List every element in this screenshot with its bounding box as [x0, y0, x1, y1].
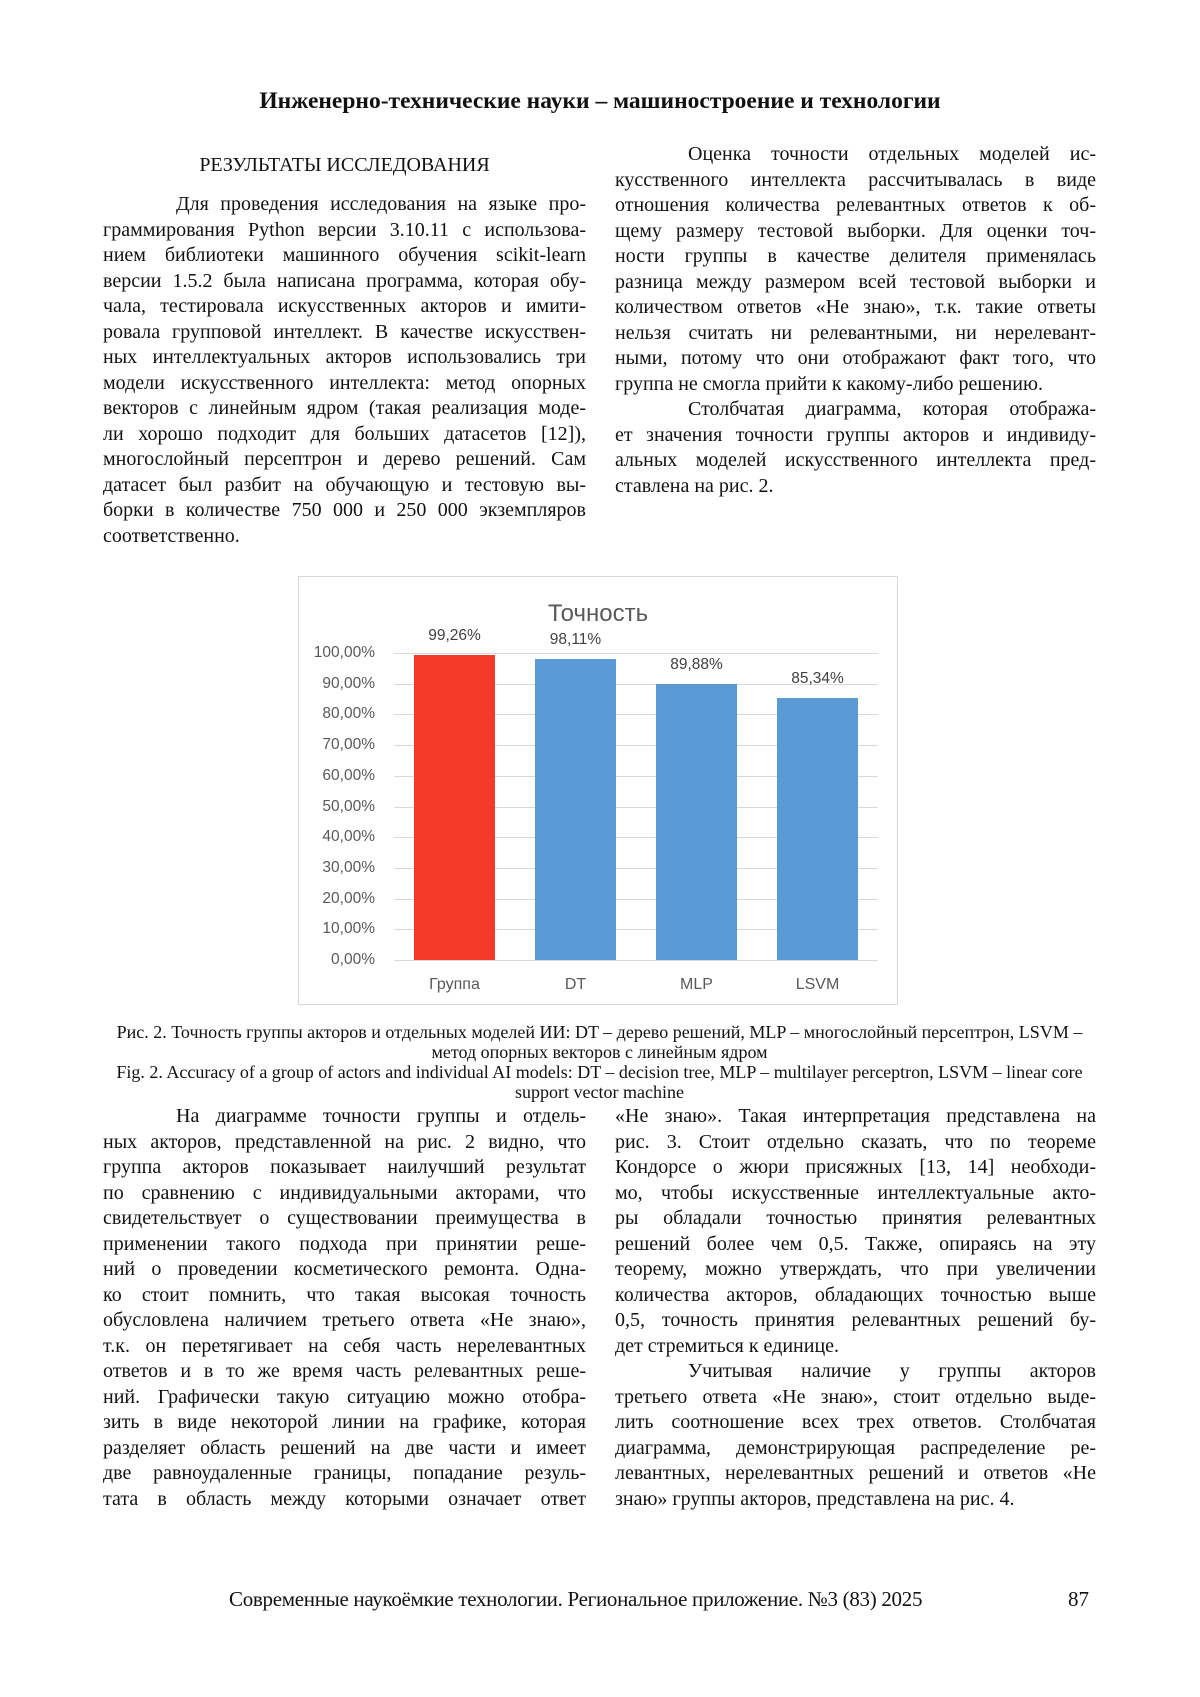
text-line: версии 1.5.2 была написана программа, которая обу- — [103, 269, 586, 292]
gridline — [394, 653, 878, 654]
text-line: Столбчатая диаграмма, которая отобража- — [688, 398, 1096, 420]
bar-mlp — [656, 684, 737, 960]
bar-dt — [535, 659, 616, 960]
y-axis-tick-label: 70,00% — [322, 736, 375, 754]
right-column-top — [615, 142, 1096, 499]
text-line: мо, чтобы искусственные интеллектуальные акто- — [615, 1181, 1096, 1204]
text-line: борки в количестве 750 000 и 250 000 экземпляров — [103, 499, 586, 521]
paragraph — [103, 1104, 586, 1512]
text-line: диаграмма, демонстрирующая распределение ре- — [615, 1436, 1096, 1459]
text-line: ры обладали точностью принятия релевантных — [615, 1207, 1096, 1229]
bar-lsvm — [777, 698, 858, 960]
y-axis-tick-label: 50,00% — [322, 797, 375, 815]
text-line: две равноудаленные границы, попадание резуль- — [103, 1462, 586, 1484]
caption-en-line: support vector machine — [515, 1082, 684, 1102]
y-axis-tick-label: 30,00% — [322, 858, 375, 876]
left-column-bottom — [103, 1104, 586, 1512]
paragraph — [615, 1359, 1096, 1512]
text-line: свидетельствует о существовании преимущества в — [103, 1207, 586, 1229]
figure-caption — [103, 1022, 1096, 1102]
text-line: группа не смогла прийти к какому-либо решению. — [615, 372, 1043, 395]
data-label: 89,88% — [670, 656, 723, 674]
text-line: обусловлена наличием третьего ответа «Не знаю», — [103, 1309, 586, 1331]
data-label: 85,34% — [791, 670, 844, 687]
page-number: 87 — [1068, 1587, 1089, 1611]
y-axis-tick-label: 100,00% — [313, 644, 375, 661]
paragraph — [615, 397, 1096, 499]
gridline — [394, 960, 878, 961]
text-line: количества акторов, обладающих точностью выше — [615, 1283, 1096, 1306]
text-line: щему размеру тестовой выборки. Для оценки точ- — [615, 219, 1096, 242]
text-line: лить соотношение всех трех ответов. Столбчатая — [615, 1411, 1096, 1433]
text-line: ответов и в то же время часть релевантных реше- — [103, 1360, 586, 1382]
right-column-bottom — [615, 1104, 1096, 1512]
text-line: рис. 3. Стоит отдельно сказать, что по теореме — [615, 1130, 1096, 1153]
text-line: нельзя считать ни релевантными, ни нерелевант- — [615, 321, 1096, 344]
text-line: зить в виде некоторой линии на графике, которая — [103, 1411, 586, 1433]
text-line: группа акторов показывает наилучший результат — [103, 1156, 586, 1178]
x-axis-category-label: MLP — [680, 976, 713, 993]
text-line: Учитывая наличие у группы акторов — [688, 1360, 1096, 1382]
text-line: знаю» группы акторов, представлена на рис. 4. — [615, 1487, 1015, 1510]
text-line: альных моделей искусственного интеллекта пред- — [615, 449, 1096, 471]
caption-ru-line: Рис. 2. Точность группы акторов и отдельных моделей ИИ: DT – дерево решений, MLP – многослойный персептрон, LSVM – — [116, 1022, 1083, 1042]
y-axis-tick-label: 80,00% — [322, 705, 375, 723]
text-line: векторов с линейным ядром (такая реализация моде- — [103, 397, 586, 419]
data-label: 99,26% — [428, 627, 481, 645]
footer-journal-title: Современные наукоёмкие технологии. Региональное приложение. №3 (83) 2025 — [229, 1587, 923, 1611]
running-header-title: Инженерно-технические науки – машиностроение и технологии — [259, 88, 941, 114]
text-line: левантных, нерелевантных решений и ответов «Не — [615, 1462, 1096, 1484]
text-line: теорему, можно утверждать, что при увеличении — [615, 1258, 1096, 1280]
text-line: многослойный персептрон и дерево решений. Сам — [103, 448, 586, 470]
text-line: ет значения точности группы акторов и индивиду- — [615, 423, 1096, 446]
left-column-top — [103, 192, 586, 549]
text-line: Кондорсе о жюри присяжных [13, 14] необходи- — [615, 1156, 1096, 1178]
text-line: ний. Графически такую ситуацию можно отобра- — [103, 1385, 586, 1408]
text-line: Оценка точности отдельных моделей ис- — [688, 143, 1096, 165]
caption-ru-line: метод опорных векторов с линейным ядром — [431, 1042, 768, 1062]
text-line: т.к. он перетягивает на себя часть нерелевантных — [103, 1334, 586, 1357]
text-line: «Не знаю». Такая интерпретация представлена на — [615, 1105, 1096, 1127]
text-line: Для проведения исследования на языке про- — [176, 193, 586, 215]
text-line: применении такого подхода при принятии реше- — [103, 1232, 586, 1255]
text-line: На диаграмме точности группы и отдель- — [176, 1105, 586, 1127]
text-line: ний о проведении косметического ремонта. Одна- — [103, 1258, 586, 1280]
text-line: ных акторов, представленной на рис. 2 видно, что — [103, 1130, 586, 1153]
text-line: ко стоит помнить, что такая высокая точность — [103, 1283, 586, 1306]
y-axis-tick-label: 20,00% — [322, 889, 375, 907]
text-line: граммирования Python версии 3.10.11 с использова- — [103, 218, 586, 241]
text-line: дет стремиться к единице. — [615, 1334, 840, 1357]
x-axis-category-label: Группа — [429, 976, 480, 993]
accuracy-bar-chart — [298, 576, 898, 1005]
text-line: ли хорошо подходит для больших датасетов [12]), — [103, 422, 586, 445]
text-line: ности группы в качестве делителя применялась — [615, 245, 1096, 267]
text-line: разделяет область решений на две части и имеет — [103, 1436, 586, 1459]
text-line: ных интеллектуальных акторов использовались три — [103, 346, 586, 368]
text-line: кусственного интеллекта рассчитывалась в виде — [615, 168, 1096, 191]
y-axis-tick-label: 10,00% — [322, 920, 375, 938]
x-axis-category-label: LSVM — [795, 976, 840, 993]
text-line: третьего ответа «Не знаю», стоит отдельно выде- — [615, 1385, 1096, 1408]
caption-en-line: Fig. 2. Accuracy of a group of actors and individual AI models: DT – decision tree, MLP – multilayer perceptron, LSVM – linear core — [116, 1062, 1083, 1082]
text-line: по сравнению с индивидуальными акторами, что — [103, 1181, 586, 1204]
text-line: модели искусственного интеллекта: метод опорных — [103, 371, 586, 394]
y-axis-tick-label: 0,00% — [331, 951, 375, 968]
text-line: соответственно. — [103, 524, 240, 547]
paragraph — [103, 192, 586, 549]
text-line: 0,5, точность принятия релевантных решений бу- — [615, 1309, 1096, 1331]
y-axis-tick-label: 90,00% — [322, 674, 375, 692]
bar-group — [414, 655, 495, 960]
text-line: разница между размером всей тестовой выборки и — [615, 270, 1096, 293]
text-line: тата в область между которыми означает ответ — [103, 1487, 586, 1510]
text-line: решений более чем 0,5. Также, опираясь на эту — [615, 1232, 1096, 1255]
text-line: ровала групповой интеллект. В качестве искусствен- — [103, 320, 586, 343]
paragraph — [615, 1104, 1096, 1359]
text-line: отношения количества релевантных ответов к об- — [615, 194, 1096, 216]
section-heading: РЕЗУЛЬТАТЫ ИССЛЕДОВАНИЯ — [199, 154, 490, 176]
text-line: ставлена на рис. 2. — [615, 474, 774, 497]
text-line: датасет был разбит на обучающую и тестовую вы- — [103, 473, 586, 496]
data-label: 98,11% — [549, 630, 602, 648]
text-line: количеством ответов «Не знаю», т.к. такие ответы — [615, 296, 1096, 318]
y-axis-tick-label: 40,00% — [322, 828, 375, 846]
text-line: чала, тестировала искусственных акторов и имити- — [103, 295, 586, 317]
x-axis-category-label: DT — [564, 976, 587, 993]
paragraph — [615, 142, 1096, 397]
text-line: нием библиотеки машинного обучения scikit-learn — [103, 244, 586, 266]
y-axis-tick-label: 60,00% — [322, 766, 375, 784]
chart-title: Точность — [547, 600, 649, 627]
text-line: ными, потому что они отображают факт того, что — [615, 347, 1096, 369]
